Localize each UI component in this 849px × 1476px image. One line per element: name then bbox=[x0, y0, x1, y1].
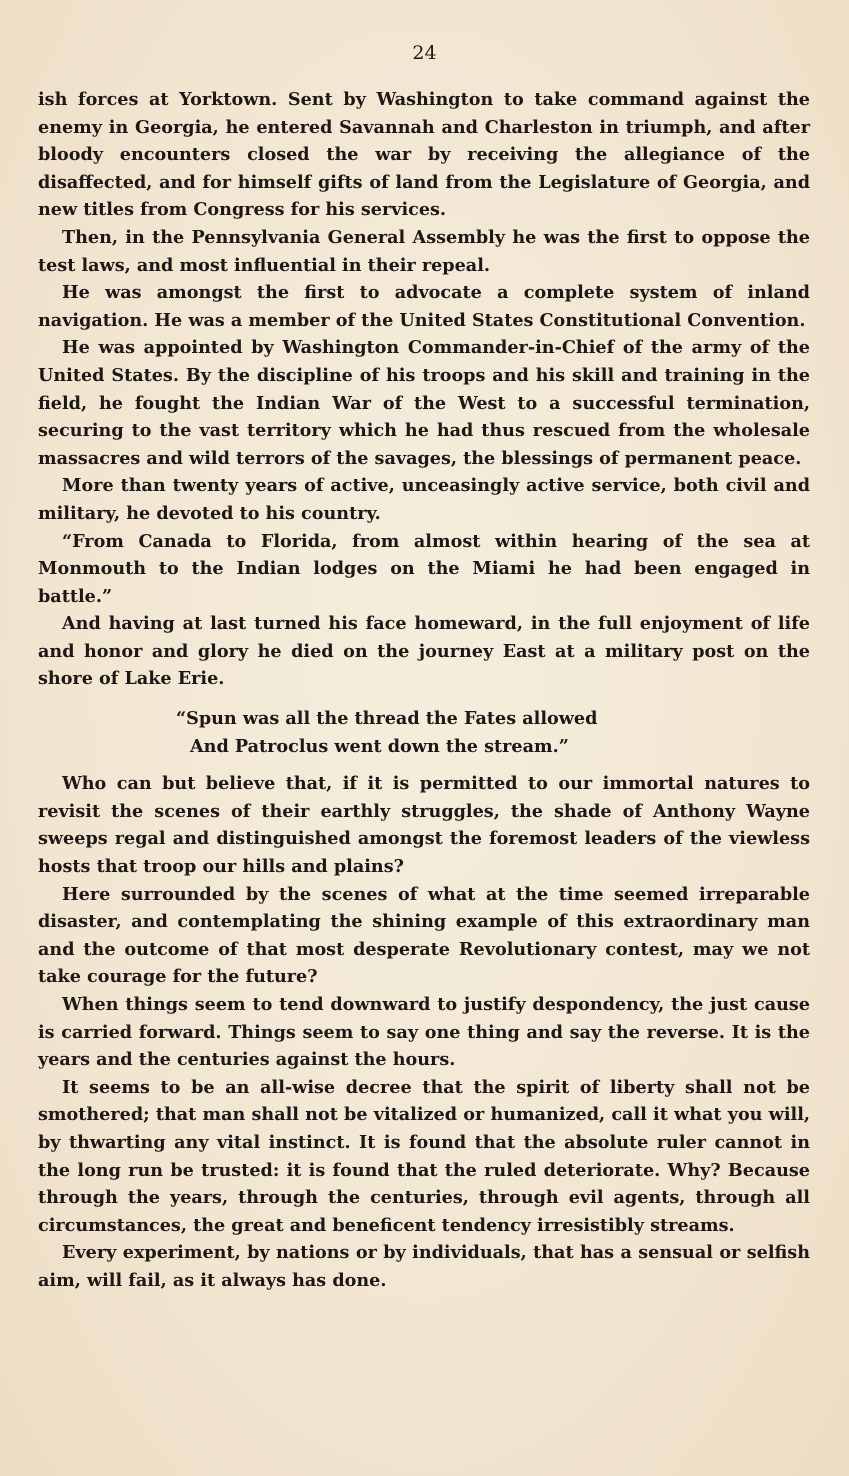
page-number: 24 bbox=[412, 42, 437, 64]
paragraph-9: Here surrounded by the scenes of what at the time seemed irreparable disaster, and contemplating the shining example of this extraordinary man and the outcome of that most desperate Revolutionary contest, may we not take courage for the future? bbox=[38, 883, 810, 988]
verse-line-1: “Spun was all the thread the Fates allowed bbox=[176, 708, 598, 730]
body-text bbox=[38, 86, 810, 1295]
paragraph-3: He was amongst the first to advocate a complete system of inland navigation. He was a member of the United States Constitutional Convention. bbox=[38, 282, 810, 331]
paragraph-5: More than twenty years of active, unceasingly active service, both civil and military, he devoted to his country. bbox=[38, 475, 810, 524]
paragraph-2: Then, in the Pennsylvania General Assembly he was the first to oppose the test laws, and most influential in their repeal. bbox=[38, 226, 810, 276]
paragraph-8: Who can but believe that, if it is permitted to our immortal natures to revisit the scenes of their earthly struggles, the shade of Anthony Wayne sweeps regal and distinguished amongst the foremost leaders of the viewless hosts that troop our hills and plains? bbox=[38, 773, 810, 878]
verse-line-2: And Patroclus went down the stream.” bbox=[190, 735, 569, 757]
verse-quote bbox=[38, 705, 810, 760]
paragraph-11: It seems to be an all-wise decree that the spirit of liberty shall not be smothered; that man shall not be vitalized or humanized, call it what you will, by thwarting any vital instinct. It is found that the absolute ruler cannot in the long run be trusted: it is found that the ruled deteriorate. Why? Because through the years, through the centuries, through evil agents, through all circumstances, the great and beneficent tendency irresistibly streams. bbox=[38, 1076, 810, 1236]
paragraph-7: And having at last turned his face homeward, in the full enjoyment of life and honor and glory he died on the journey East at a military post on the shore of Lake Erie. bbox=[38, 613, 810, 690]
paragraph-1: ish forces at Yorktown. Sent by Washington to take command against the enemy in Georgia, he entered Savannah and Charleston in triumph, and after bloody encounters closed the war by receiving the allegiance of the disaffected, and for himself gifts of land from the Legislature of Georgia, and new titles from Congress for his services. bbox=[38, 89, 810, 221]
paragraph-6: “From Canada to Florida, from almost within hearing of the sea at Monmouth to the Indian lodges on the Miami he had been engaged in battle.” bbox=[38, 530, 810, 607]
paragraph-12: Every experiment, by nations or by individuals, that has a sensual or selfish aim, will fail, as it always has done. bbox=[38, 1242, 810, 1291]
paragraph-10: When things seem to tend downward to justify despondency, the just cause is carried forward. Things seem to say one thing and say the reverse. It is the years and the centuries against the hours. bbox=[38, 994, 810, 1071]
paragraph-4: He was appointed by Washington Commander-in-Chief of the army of the United States. By the discipline of his troops and his skill and training in the field, he fought the Indian War of the West to a successful termination, securing to the vast territory which he had thus rescued from the wholesale massacres and wild terrors of the savages, the blessings of permanent peace. bbox=[38, 337, 810, 469]
